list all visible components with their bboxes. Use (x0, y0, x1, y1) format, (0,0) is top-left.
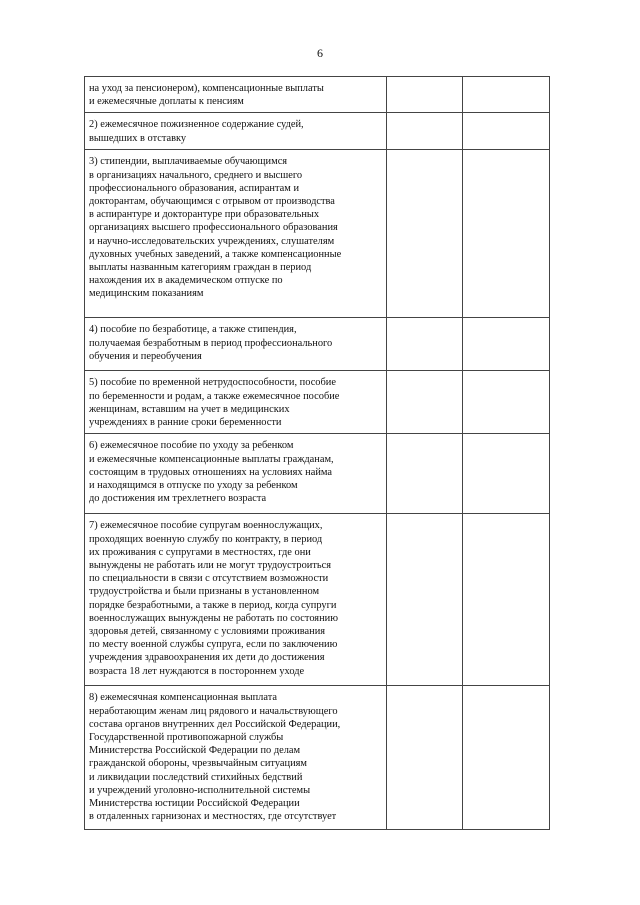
text-line: 8) ежемесячная компенсационная выплата (89, 692, 277, 704)
text-line: обучения и переобучения (89, 350, 202, 362)
table-row (85, 77, 550, 113)
text-line: в отдаленных гарнизонах и местностях, где отсутствует (89, 811, 337, 823)
table-row (85, 318, 550, 371)
text-line: трудоустройства и были признаны в установленном (89, 586, 320, 598)
text-line: порядке безработными, а также в период, когда супруги (89, 599, 337, 611)
table-row (85, 113, 550, 150)
row-description-cell (85, 434, 387, 514)
row-description-cell (85, 371, 387, 434)
table-row (85, 150, 550, 318)
table-row (85, 434, 550, 514)
text-line: профессионального образования, аспирантам и (89, 182, 300, 194)
table-row (85, 514, 550, 686)
amount-cell-1 (387, 77, 463, 113)
row-description-text (85, 150, 386, 304)
text-line: на уход за пенсионером), компенсационные выплаты (89, 83, 324, 94)
amount-cell-1 (387, 514, 463, 686)
income-table (84, 76, 550, 830)
text-line: выплаты названным категориям граждан в период (89, 262, 312, 274)
amount-cell-2 (463, 686, 550, 830)
amount-cell-1 (387, 434, 463, 514)
text-line: организациях высшего профессионального образования (89, 222, 338, 234)
row-description-text (85, 371, 386, 433)
table-row (85, 686, 550, 830)
row-description-text (85, 686, 386, 827)
text-line: и учреждений уголовно-исполнительной системы (89, 784, 311, 796)
text-line: гражданской обороны, чрезвычайным ситуациям (89, 758, 307, 770)
amount-cell-1 (387, 113, 463, 150)
text-line: и ликвидации последствий стихийных бедствий (89, 771, 303, 783)
text-line: 3) стипендии, выплачиваемые обучающимся (89, 156, 288, 168)
text-line: их проживания с супругами в местностях, где они (89, 546, 311, 558)
text-line: состоящим в трудовых отношениях на условиях найма (89, 466, 333, 478)
amount-cell-2 (463, 150, 550, 318)
text-line: неработающим женам лиц рядового и начальствующего (89, 705, 338, 717)
page-number: 6 (317, 46, 323, 60)
row-description-text (85, 434, 386, 509)
row-description-cell (85, 318, 387, 371)
row-description-cell (85, 77, 387, 113)
text-line: и ежемесячные доплаты к пенсиям (89, 96, 244, 108)
row-description-cell (85, 686, 387, 830)
text-line: получаемая безработным в период профессионального (89, 337, 333, 349)
text-line: духовных учебных заведений, а также компенсационные (89, 248, 342, 260)
text-line: Министерства Российской Федерации по делам (89, 745, 301, 757)
amount-cell-2 (463, 77, 550, 113)
text-line: проходящих военную службу по контракту, в период (89, 533, 323, 545)
text-line: по беременности и родам, а также ежемесячное пособие (89, 390, 340, 402)
text-line: Государственной противопожарной службы (89, 732, 284, 744)
row-description-text (85, 113, 386, 148)
table-row (85, 371, 550, 434)
text-line: возраста 18 лет нуждаются в постороннем уходе (89, 665, 305, 677)
text-line: в организациях начального, среднего и высшего (89, 169, 303, 181)
text-line: военнослужащих вынуждены не работать по состоянию (89, 612, 338, 624)
amount-cell-2 (463, 514, 550, 686)
text-line: Министерства юстиции Российской Федерации (89, 798, 300, 810)
text-line: медицинским показаниям (89, 288, 204, 300)
row-description-cell (85, 150, 387, 318)
text-line: 4) пособие по безработице, а также стипендия, (89, 324, 297, 336)
text-line: вышедших в отставку (89, 132, 187, 144)
amount-cell-2 (463, 371, 550, 434)
text-line: по месту военной службы супруга, если по заключению (89, 639, 338, 651)
text-line: 6) ежемесячное пособие по уходу за ребенком (89, 440, 294, 452)
amount-cell-2 (463, 113, 550, 150)
amount-cell-1 (387, 686, 463, 830)
row-description-cell (85, 514, 387, 686)
amount-cell-2 (463, 318, 550, 371)
text-line: до достижения им трехлетнего возраста (89, 493, 267, 505)
text-line: по специальности в связи с отсутствием возможности (89, 573, 329, 585)
text-line: в аспирантуре и докторантуре при образовательных (89, 209, 320, 221)
text-line: женщинам, вставшим на учет в медицинских (89, 403, 290, 415)
row-description-text (85, 77, 386, 112)
text-line: докторантам, обучающимся с отрывом от производства (89, 196, 335, 208)
amount-cell-2 (463, 434, 550, 514)
text-line: 7) ежемесячное пособие супругам военнослужащих, (89, 520, 323, 532)
text-line: и находящимся в отпуске по уходу за ребенком (89, 480, 298, 492)
row-description-text (85, 514, 386, 681)
text-line: здоровья детей, связанному с условиями проживания (89, 626, 326, 638)
amount-cell-1 (387, 150, 463, 318)
text-line: нахождения их в академическом отпуске по (89, 275, 283, 287)
text-line: и научно-исследовательских учреждениях, слушателям (89, 235, 335, 247)
text-line: 2) ежемесячное пожизненное содержание судей, (89, 119, 304, 131)
text-line: состава органов внутренних дел Российской Федерации, (89, 718, 341, 730)
amount-cell-1 (387, 371, 463, 434)
amount-cell-1 (387, 318, 463, 371)
row-description-text (85, 318, 386, 367)
text-line: учреждениях в ранние сроки беременности (89, 417, 282, 429)
row-description-cell (85, 113, 387, 150)
text-line: 5) пособие по временной нетрудоспособности, пособие (89, 377, 336, 389)
text-line: учреждения здравоохранения их дети до достижения (89, 652, 325, 664)
text-line: вынуждены не работать или не могут трудоустроиться (89, 560, 332, 572)
text-line: и ежемесячные компенсационные выплаты гражданам, (89, 453, 334, 465)
